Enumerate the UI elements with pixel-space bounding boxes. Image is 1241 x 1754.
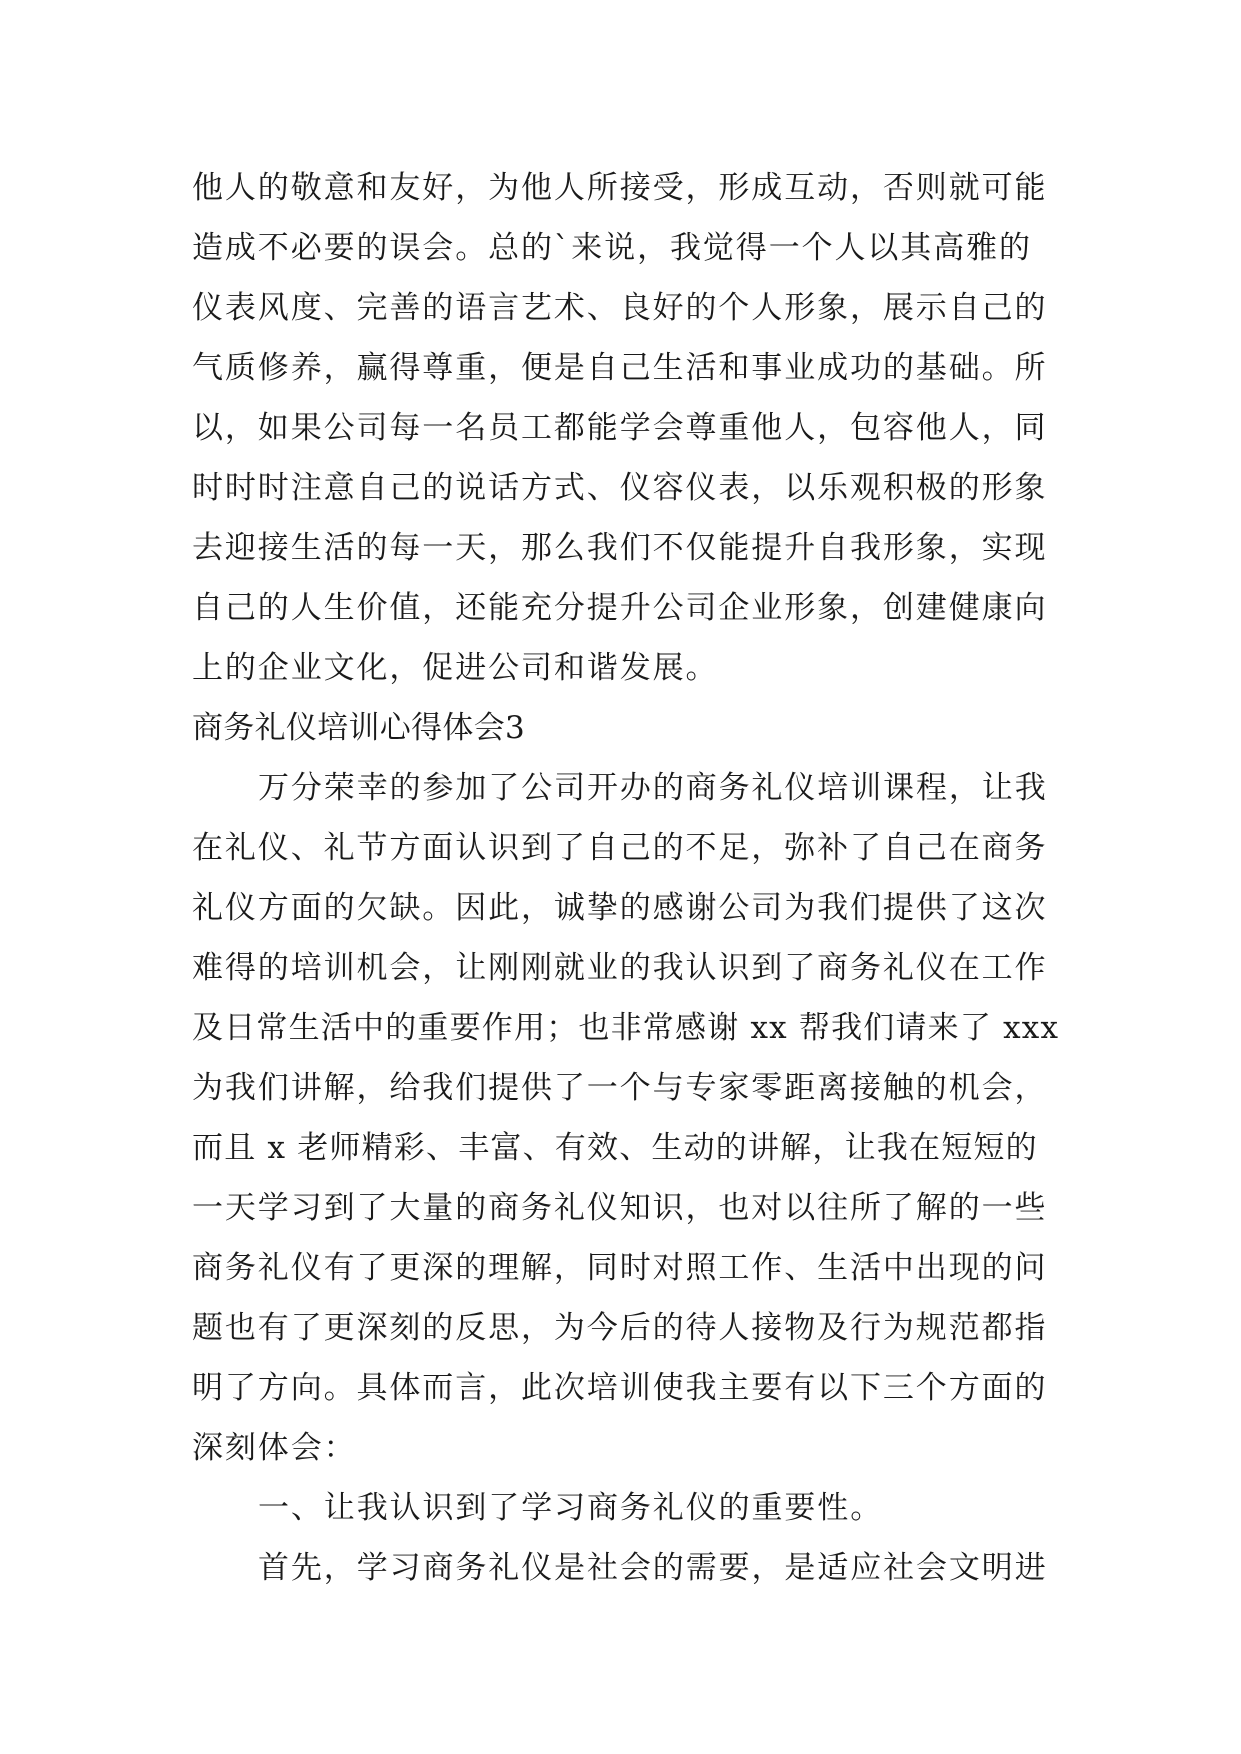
paragraph-line: 时时时注意自己的说话方式、仪容仪表，以乐观积极的形象 (192, 470, 1048, 506)
paragraph-line: 造成不必要的误会。总的`来说，我觉得一个人以其高雅的 (192, 230, 1032, 266)
paragraph-line: 难得的培训机会，让刚刚就业的我认识到了商务礼仪在工作 (192, 950, 1048, 986)
paragraph-line: 上的企业文化，促进公司和谐发展。 (192, 650, 719, 686)
paragraph-line: 一天学习到了大量的商务礼仪知识，也对以往所了解的一些 (192, 1190, 1048, 1226)
paragraph-line: 明了方向。具体而言，此次培训使我主要有以下三个方面的 (192, 1370, 1048, 1406)
paragraph-line: 在礼仪、礼节方面认识到了自己的不足，弥补了自己在商务 (192, 830, 1048, 866)
paragraph-line: 自己的人生价值，还能充分提升公司企业形象，创建健康向 (192, 590, 1048, 626)
paragraph-line: 去迎接生活的每一天，那么我们不仅能提升自我形象，实现 (192, 530, 1048, 566)
paragraph-line: 气质修养，赢得尊重，便是自己生活和事业成功的基础。所 (192, 350, 1048, 386)
paragraph-line: 及日常生活中的重要作用；也非常感谢 xx 帮我们请来了 xxx (192, 1010, 1060, 1046)
paragraph-line: 仪表风度、完善的语言艺术、良好的个人形象，展示自己的 (192, 290, 1048, 326)
paragraph-line: 而且 x 老师精彩、丰富、有效、生动的讲解，让我在短短的 (192, 1130, 1038, 1166)
paragraph-line: 以，如果公司每一名员工都能学会尊重他人，包容他人，同 (192, 410, 1048, 446)
paragraph-line: 他人的敬意和友好，为他人所接受，形成互动，否则就可能 (192, 170, 1048, 206)
paragraph-line: 首先，学习商务礼仪是社会的需要，是适应社会文明进 (258, 1550, 1048, 1586)
paragraph-line: 题也有了更深刻的反思，为今后的待人接物及行为规范都指 (192, 1310, 1048, 1346)
document-body (192, 158, 1060, 1598)
subheading-line: 一、让我认识到了学习商务礼仪的重要性。 (258, 1490, 884, 1526)
paragraph-line: 礼仪方面的欠缺。因此，诚挚的感谢公司为我们提供了这次 (192, 890, 1048, 926)
paragraph-line: 为我们讲解，给我们提供了一个与专家零距离接触的机会， (192, 1070, 1048, 1106)
paragraph-line: 万分荣幸的参加了公司开办的商务礼仪培训课程，让我 (258, 770, 1048, 806)
paragraph-line: 商务礼仪有了更深的理解，同时对照工作、生活中出现的问 (192, 1250, 1048, 1286)
paragraph-line: 深刻体会： (192, 1430, 357, 1466)
section-heading: 商务礼仪培训心得体会3 (192, 710, 526, 746)
